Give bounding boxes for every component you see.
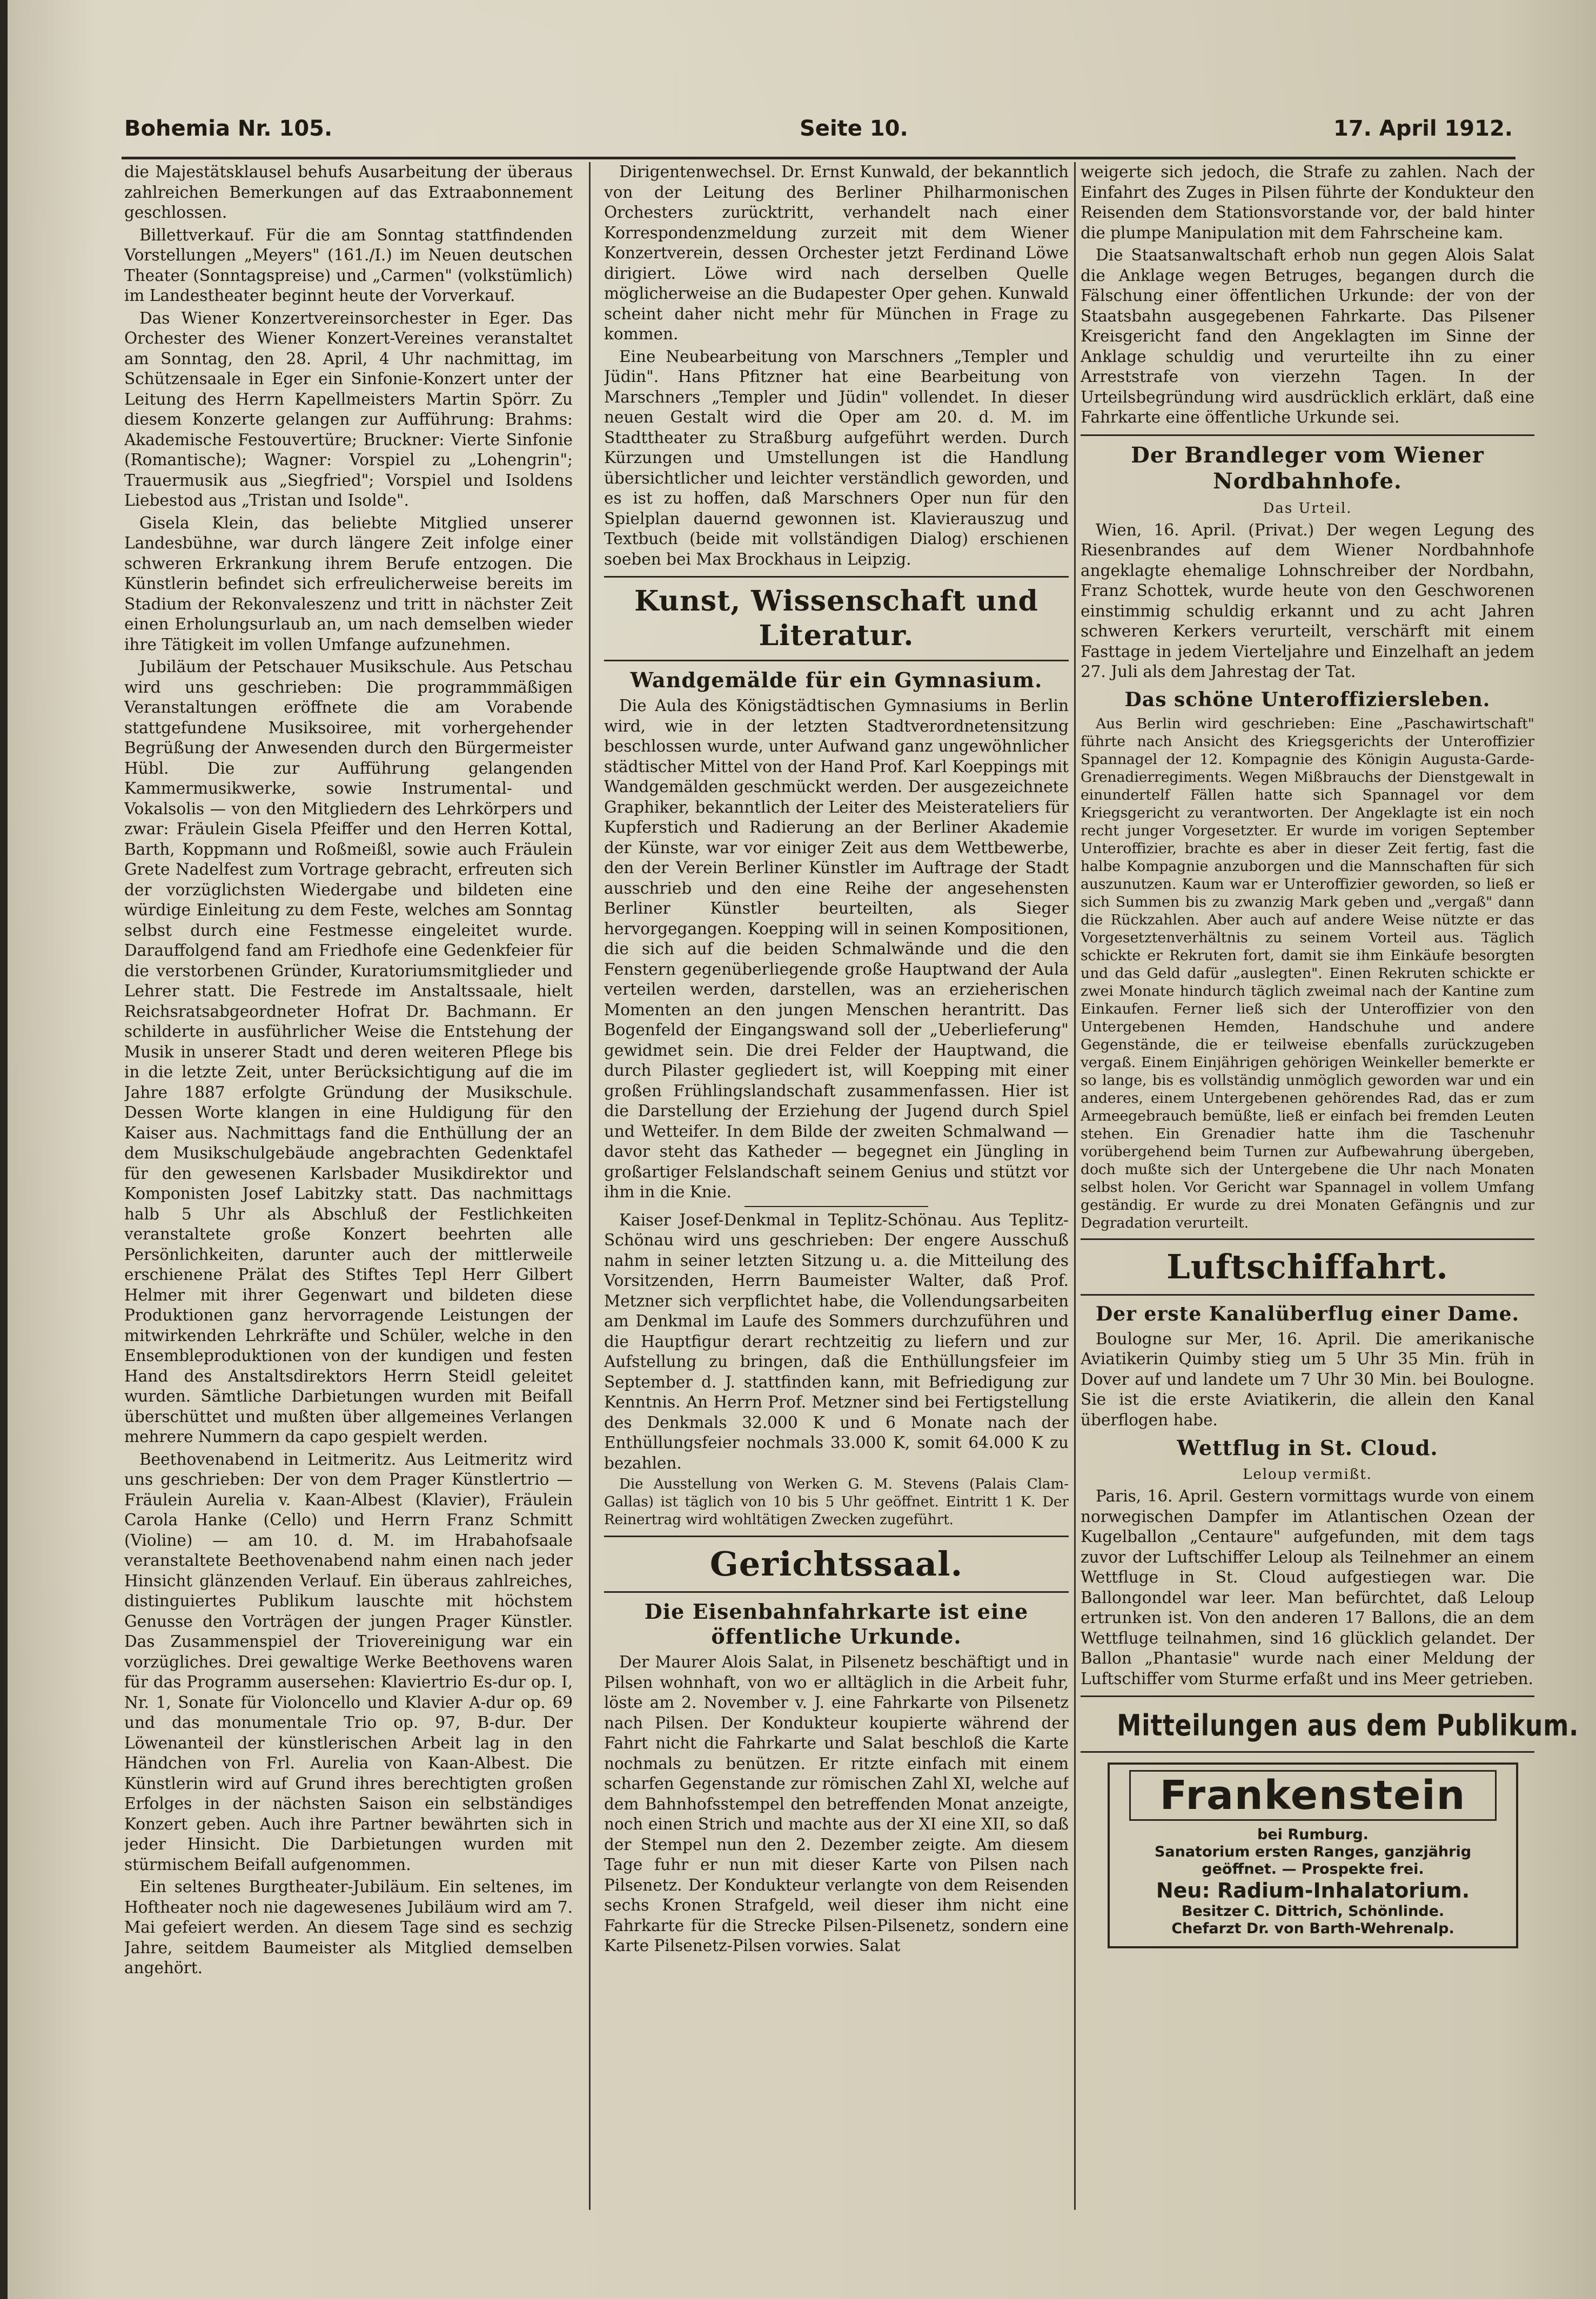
- section-rule: [1081, 1751, 1534, 1753]
- article-paragraph: Der Maurer Alois Salat, in Pilsenetz beschäftigt und in Pilsen wohnhaft, von wo er alltäglich in die Arbeit fuhr, löste am 2. November v. J. eine Fahrkarte von Pilsenetz nach Pilsen. Der Kondukteur koupierte während der Fahrt nicht die Fahrkarte und Salat beschloß die Karte nochmals zu benützen. Er ritzte einfach mit einem scharfen Gegenstande zur römischen Zahl XI, welche auf dem Bahnhofsstempel den betreffenden Monat anzeigte, noch einen Strich und machte aus der XI eine XII, so daß der Stempel nun den 2. Dezember zeigte. Am diesem Tage fuhr er nun mit dieser Karte von Pilsen nach Pilsenetz. Der Kondukteur verlangte von dem Reisenden sechs Kronen Strafgeld, weil dieser ihm nicht eine Fahrkarte für die Strecke Pilsen-Pilsenetz, sondern eine Karte Pilsenetz-Pilsen vorwies. Salat: [604, 1653, 1069, 1955]
- ad-line: Sanatorium ersten Ranges, ganzjährig: [1154, 1844, 1472, 1860]
- section-rule: [604, 1536, 1069, 1537]
- section-title-luftschiffahrt: Luftschiffahrt.: [1166, 1246, 1449, 1286]
- article-paragraph: Jubiläum der Petschauer Musikschule. Aus Petschau wird uns geschrieben: Die programmmäßigen Veranstaltungen eröffnete die am Vorabende stattgefundene Musiksoiree, mit vorhergehender Begrüßung der Anwesenden durch den Bürgermeister Hübl. Die zur Aufführung gelangenden Kammermusikwerke, sowie Instrumental- und Vokalsolis — von den Mitgliedern des Lehrkörpers und zwar: Fräulein Gisela Pfeiffer und den Herren Kottal, Barth, Koppmann und Roßmeißl, sowie auch Fräulein Grete Nadelfest zum Vortrage gebracht, erfreuten sich der vorzüglichsten Wiedergabe und bildeten eine würdige Einleitung zu dem Feste, welches am Sonntag selbst durch eine Festmesse eingeleitet wurde. Darauffolgend fand am Friedhofe eine Gedenkfeier für die verstorbenen Gründer, Kuratoriumsmitglieder und Lehrer statt. Die Festrede im Anstaltssaale, hielt Reichsratsabgeordneter Hofrat Dr. Bachmann. Er schilderte in ausführlicher Weise die Entstehung der Musik in unserer Stadt und deren weiteren Pflege bis in die letzte Zeit, unter Berücksichtigung auf die im Jahre 1887 erfolgte Gründung der Musikschule. Dessen Worte klangen in eine Huldigung für den Kaiser aus. Nachmittags fand die Enthüllung der an dem Musikschulgebäude angebrachten Gedenktafel für den gewesenen Karlsbader Musikdirektor und Komponisten Josef Labitzky statt. Das nachmittags halb 5 Uhr als Abschluß der Festlichkeiten veranstaltete große Konzert beehrten alle Persönlichkeiten, darunter auch der mittlerweile erschienene Prälat des Stiftes Tepl Herr Gilbert Helmer mit ihrer Gegenwart und bildeten diese Produktionen ganz hervorragende Leistungen der mitwirkenden Lehrkräfte und Schüler, welche in den Ensembleproduktionen von der kundigen und festen Hand des Anstaltsdirektors Herrn Steidl geleitet wurden. Sämtliche Darbietungen wurden mit Beifall überschüttet und mußten über allgemeines Verlangen mehrere Nummern da capo gespielt werden.: [124, 658, 573, 1446]
- headline-unteroffiziersleben: Das schöne Unteroffiziersleben.: [1124, 688, 1491, 711]
- header-date: 17. April 1912.: [1333, 116, 1513, 141]
- ad-location: bei Rumburg.: [1257, 1826, 1369, 1843]
- section-rule: [604, 660, 1069, 661]
- article-paragraph: Die Aula des Königstädtischen Gymnasiums in Berlin wird, wie in der letzten Stadtverordnetensitzung beschlossen wurde, unter Aufwand ganz ungewöhnlicher städtischer Mittel von der Hand Prof. Karl Koeppings mit Wandgemälden geschmückt werden. Der ausgezeichnete Graphiker, bekanntlich der Leiter des Meisterateliers für Kupferstich und Radierung an der Berliner Akademie der Künste, war vor einiger Zeit aus dem Wettbewerbe, den der Verein Berliner Künstler im Auftrage der Stadt ausschrieb und den eine Reihe der angesehensten Berliner Künstler beurteilten, als Sieger hervorgegangen. Koepping will in seinen Kompositionen, die sich auf die beiden Schmalwände und die den Fenstern gegenüberliegende große Hauptwand der Aula verteilen werden, darstellen, was an erzieherischen Momenten an den jungen Menschen herantritt. Das Bogenfeld der Eingangswand soll der „Ueberlieferung" gewidmet sein. Die drei Felder der Hauptwand, die durch Pilaster gegliedert ist, will Koepping mit einer großen Frühlingslandschaft zusammenfassen. Hier ist die Darstellung der Erziehung der Jugend durch Spiel und Wetteifer. In dem Bilde der zweiten Schmalwand — davor steht das Katheder — begegnet ein Jüngling in großartiger Felslandschaft seinem Genius und stützt vor ihm in die Knie.: [604, 696, 1069, 1201]
- subheadline-leloup: Leloup vermißt.: [1243, 1466, 1372, 1483]
- article-paragraph: Dirigentenwechsel. Dr. Ernst Kunwald, der bekanntlich von der Leitung des Berliner Philharmonischen Orchesters zurücktritt, verhandelt nach einer Korrespondenzmeldung zurzeit mit dem Wiener Konzertverein, dessen Orchester jetzt Ferdinand Löwe dirigiert. Löwe wird nach derselben Quelle möglicherweise an die Budapester Oper gehen. Kunwald scheint daher nicht mehr für München in Frage zu kommen.: [604, 163, 1069, 343]
- ad-owner: Besitzer C. Dittrich, Schönlinde.: [1181, 1903, 1445, 1920]
- headline-kanalueberflug: Der erste Kanalüberflug einer Dame.: [1095, 1302, 1520, 1325]
- section-title-kunst: Kunst, Wissenschaft und Literatur.: [634, 585, 1038, 652]
- article-paragraph: Ein seltenes Burgtheater-Jubiläum. Ein seltenes, im Hoftheater noch nie dagewesenes Jubiläum wird am 7. Mai gefeiert werden. An diesem Tage sind es sechzig Jahre, seitdem Baumeister als Mitglied demselben angehört.: [124, 1878, 573, 1977]
- article-paragraph: Die Ausstellung von Werken G. M. Stevens (Palais Clam-Gallas) ist täglich von 10 bis 5 Uhr geöffnet. Eintritt 1 K. Der Reinertrag wird wohltätigen Zwecken zugeführt.: [604, 1476, 1069, 1528]
- column-3: [1081, 162, 1579, 2204]
- binding-edge: [0, 0, 8, 2299]
- header-page-number: Seite 10.: [800, 116, 908, 141]
- ad-headline: Neu: Radium-Inhalatorium.: [1156, 1879, 1470, 1902]
- article-paragraph: Beethovenabend in Leitmeritz. Aus Leitmeritz wird uns geschrieben: Der von dem Prager Künstlertrio — Fräulein Aurelia v. Kaan-Albest (Klavier), Fräulein Carola Hanke (Cello) und Herrn Franz Schmitt (Violine) — am 10. d. M. im Hrabahofsaale veranstaltete Beethovenabend nahm einen nach jeder Hinsicht glänzenden Verlauf. Ein überaus zahlreiches, distinguiertes Publikum lauschte mit höchstem Genusse den Vorträgen der jungen Prager Künstler. Das Zusammenspiel der Triovereinigung war ein vorzügliches. Drei gewaltige Werke Beethovens waren für das Programm ausersehen: Klaviertrio Es-dur op. I, Nr. 1, Sonate für Violoncello und Klavier A-dur op. 69 und das monumentale Trio op. 97, B-dur. Der Löwenanteil der künstlerischen Arbeit lag in den Händchen von Frl. Aurelia von Kaan-Albest. Die Künstlerin wird auf Grund ihres berechtigten großen Erfolges in der nächsten Saison ein selbständiges Konzert geben. Auch ihre Partner bewährten sich in jeder Hinsicht. Die Darbietungen wurden mit stürmischem Beifall aufgenommen.: [124, 1450, 573, 1874]
- subheadline-urteil: Das Urteil.: [1263, 500, 1352, 517]
- article-paragraph: Paris, 16. April. Gestern vormittags wurde von einem norwegischen Dampfer im Atlantischen Ozean der Kugelballon „Centaure" aufgefunden, mit dem tags zuvor der Luftschiffer Leloup als Teilnehmer an einem Wettfluge in St. Cloud aufgestiegen war. Die Ballongondel war leer. Man befürchtet, daß Leloup ertrunken ist. Von den anderen 17 Ballons, die an dem Wettfluge teilnahmen, sind 16 glücklich gelandet. Der Ballon „Phantasie" wurde nach einer Meldung der Luftschiffer vom Sturme erfaßt und ins Meer getrieben.: [1081, 1487, 1534, 1688]
- section-rule: [604, 1591, 1069, 1593]
- article-rule: [745, 1206, 928, 1207]
- headline-brandleger: Der Brandleger vom Wiener Nordbahnhofe.: [1131, 442, 1484, 494]
- article-rule: [1081, 434, 1534, 436]
- advertisement-frankenstein: [1108, 1762, 1518, 1948]
- article-paragraph: Gisela Klein, das beliebte Mitglied unserer Landesbühne, war durch längere Zeit infolge einer schweren Erkrankung ihrem Berufe entzogen. Die Künstlerin befindet sich erfreulicherweise bereits im Stadium der Rekonvaleszenz und tritt in nächster Zeit einen Erholungsurlaub an, um nach demselben wieder ihre Tätigkeit im vollen Umfange aufzunehmen.: [124, 513, 573, 654]
- section-rule: [1081, 1238, 1534, 1240]
- page-header: [124, 116, 1513, 154]
- section-rule: [1081, 1294, 1534, 1296]
- headline-wandgemaelde: Wandgemälde für ein Gymnasium.: [630, 668, 1043, 692]
- ad-title: Frankenstein: [1129, 1770, 1497, 1821]
- article-paragraph: Billettverkauf. Für die am Sonntag stattfindenden Vorstellungen „Meyers" (161./I.) im Neuen deutschen Theater (Sonntagspreise) und „Carmen" (volkstümlich) im Landestheater beginnt heute der Vorverkauf.: [124, 225, 573, 305]
- header-issue: Bohemia Nr. 105.: [124, 116, 333, 141]
- column-rule-2: [1074, 162, 1076, 2210]
- article-paragraph: die Majestätsklausel behufs Ausarbeitung der überaus zahlreichen Bemerkungen auf das Extraabonnement geschlossen.: [124, 163, 573, 222]
- section-title-publikum: Mitteilungen aus dem Publikum.: [1117, 1708, 1579, 1742]
- headline-eisenbahnfahrkarte: Die Eisenbahnfahrkarte ist eine öffentliche Urkunde.: [644, 1599, 1029, 1648]
- section-rule: [604, 576, 1069, 578]
- article-paragraph: Eine Neubearbeitung von Marschners „Templer und Jüdin". Hans Pfitzner hat eine Bearbeitung von Marschners „Templer und Jüdin" vollendet. In dieser neuen Gestalt wird die Oper am 20. d. M. im Stadttheater zu Straßburg aufgeführt werden. Durch Kürzungen und Umstellungen ist die Handlung übersichtlicher und leichter verständlich geworden, und es ist zu hoffen, daß Marschners Oper nun für den Spielplan dauernd gewonnen ist. Klavierauszug und Textbuch (beide mit vollständigen Dialog) erschienen soeben bei Max Brockhaus in Leipzig.: [604, 347, 1069, 568]
- headline-wettflug: Wettflug in St. Cloud.: [1177, 1436, 1438, 1460]
- header-rule: [122, 157, 1515, 159]
- article-paragraph: weigerte sich jedoch, die Strafe zu zahlen. Nach der Einfahrt des Zuges in Pilsen führte der Kondukteur den Reisenden dem Stationsvorstande vor, der bald hinter die plumpe Manipulation mit dem Fahrscheine kam.: [1081, 163, 1534, 242]
- column-rule-1: [589, 162, 591, 2210]
- column-1: [124, 162, 573, 2204]
- section-title-gerichtssaal: Gerichtssaal.: [709, 1544, 963, 1584]
- ad-line: geöffnet. — Prospekte frei.: [1202, 1861, 1424, 1878]
- article-paragraph: Boulogne sur Mer, 16. April. Die amerikanische Aviatikerin Quimby stieg um 5 Uhr 35 Min. früh in Dover auf und landete um 7 Uhr 30 Min. bei Boulogne. Sie ist die erste Aviatikerin, die allein den Kanal überflogen habe.: [1081, 1329, 1534, 1429]
- article-paragraph: Wien, 16. April. (Privat.) Der wegen Legung des Riesenbrandes auf dem Wiener Nordbahnhofe angeklagte ehemalige Lohnschreiber der Nordbahn, Franz Schottek, wurde heute von den Geschworenen einstimmig schuldig erkannt und zu acht Jahren schweren Kerkers verurteilt, verschärft mit einem Fasttage in jedem Vierteljahre und Einzelhaft an jedem 27. Juli als dem Jahrestag der Tat.: [1081, 520, 1534, 681]
- article-paragraph: Die Staatsanwaltschaft erhob nun gegen Alois Salat die Anklage wegen Betruges, begangen durch die Fälschung einer öffentlichen Urkunde: der von der Staatsbahn ausgegebenen Fahrkarte. Das Pilsener Kreisgericht fand den Angeklagten im Sinne der Anklage schuldig und verurteilte ihn zu einer Arreststrafe von vierzehn Tagen. In der Urteilsbegründung wird ausdrücklich erklärt, daß eine Fahrkarte eine öffentliche Urkunde sei.: [1081, 246, 1534, 426]
- article-paragraph: Aus Berlin wird geschrieben: Eine „Paschawirtschaft" führte nach Ansicht des Kriegsgerichts der Unteroffizier Spannagel der 12. Kompagnie des Königin Augusta-Garde-Grenadierregiments. Wegen Mißbrauchs der Dienstgewalt in einundertelf Fällen hatte sich Spannagel vor dem Kriegsgericht zu verantworten. Der Angeklagte ist ein noch recht junger Vorgesetzter. Er wurde im vorigen September Unteroffizier, brachte es aber in dieser Zeit fertig, fast die halbe Kompagnie anzuborgen und die Mannschaften für sich auszunutzen. Kaum war er Unteroffizier geworden, so ließ er sich Summen bis zu zwanzig Mark geben und „vergaß" dann die Rückzahlen. Aber auch auf andere Weise nützte er das Vorgesetztenverhältnis zu seinem Vorteil aus. Täglich schickte er Rekruten fort, damit sie ihm Einkäufe besorgten und das Geld dafür „auslegten". Einen Rekruten schickte er zwei Monate hindurch täglich zweimal nach der Kantine zum Einkaufen. Ferner ließ sich der Unteroffizier von den Untergebenen Hemden, Handschuhe und andere Gegenstände, die er teilweise ebenfalls zurückzugeben vergaß. Einem Einjährigen gehörigen Weinkeller bemerkte er so lange, bis es vollständig unmöglich geworden war und ein anderes, einem Untergebenen gehörendes Rad, das er zum Armeegebrauch bemüßte, ließ er einfach bei fremden Leuten stehen. Ein Grenadier hatte ihm die Taschenuhr vorübergehend beim Turnen zur Aufbewahrung übergeben, doch mußte sich der Untergebene die Uhr nach Monaten selbst holen. Vor Gericht war Spannagel in vollem Umfang geständig. Er wurde zu drei Monaten Gefängnis und zur Degradation verurteilt.: [1081, 715, 1534, 1231]
- article-paragraph: Das Wiener Konzertvereinsorchester in Eger. Das Orchester des Wiener Konzert-Vereines veranstaltet am Sonntag, den 28. April, 4 Uhr nachmittag, im Schützensaale in Eger ein Sinfonie-Konzert unter der Leitung des Herrn Kapellmeisters Martin Spörr. Zu diesem Konzerte gelangen zur Aufführung: Brahms: Akademische Festouvertüre; Bruckner: Vierte Sinfonie (Romantische); Wagner: Vorspiel zu „Lohengrin"; Trauermusik aus „Siegfried"; Vorspiel und Isoldens Liebestod aus „Tristan und Isolde".: [124, 309, 573, 510]
- column-2: [604, 162, 1069, 2204]
- section-rule: [1081, 1695, 1534, 1697]
- article-paragraph: Kaiser Josef-Denkmal in Teplitz-Schönau. Aus Teplitz-Schönau wird uns geschrieben: Der engere Ausschuß nahm in seiner letzten Sitzung u. a. die Mitteilung des Vorsitzenden, Herrn Baumeister Walter, daß Prof. Metzner sich verpflichtet habe, die Vollendungsarbeiten am Denkmal im Laufe des Sommers durchzuführen und die Hauptfigur derart rechtzeitig zu liefern und zur Aufstellung zu bringen, daß die Enthüllungsfeier im September d. J. stattfinden kann, mit Befriedigung zur Kenntnis. An Herrn Prof. Metzner sind bei Fertigstellung des Denkmals 32.000 K und 6 Monate nach der Enthüllungsfeier nochmals 33.000 K, somit 64.000 K zu bezahlen.: [604, 1210, 1069, 1472]
- ad-doctor: Chefarzt Dr. von Barth-Wehrenalp.: [1171, 1920, 1454, 1937]
